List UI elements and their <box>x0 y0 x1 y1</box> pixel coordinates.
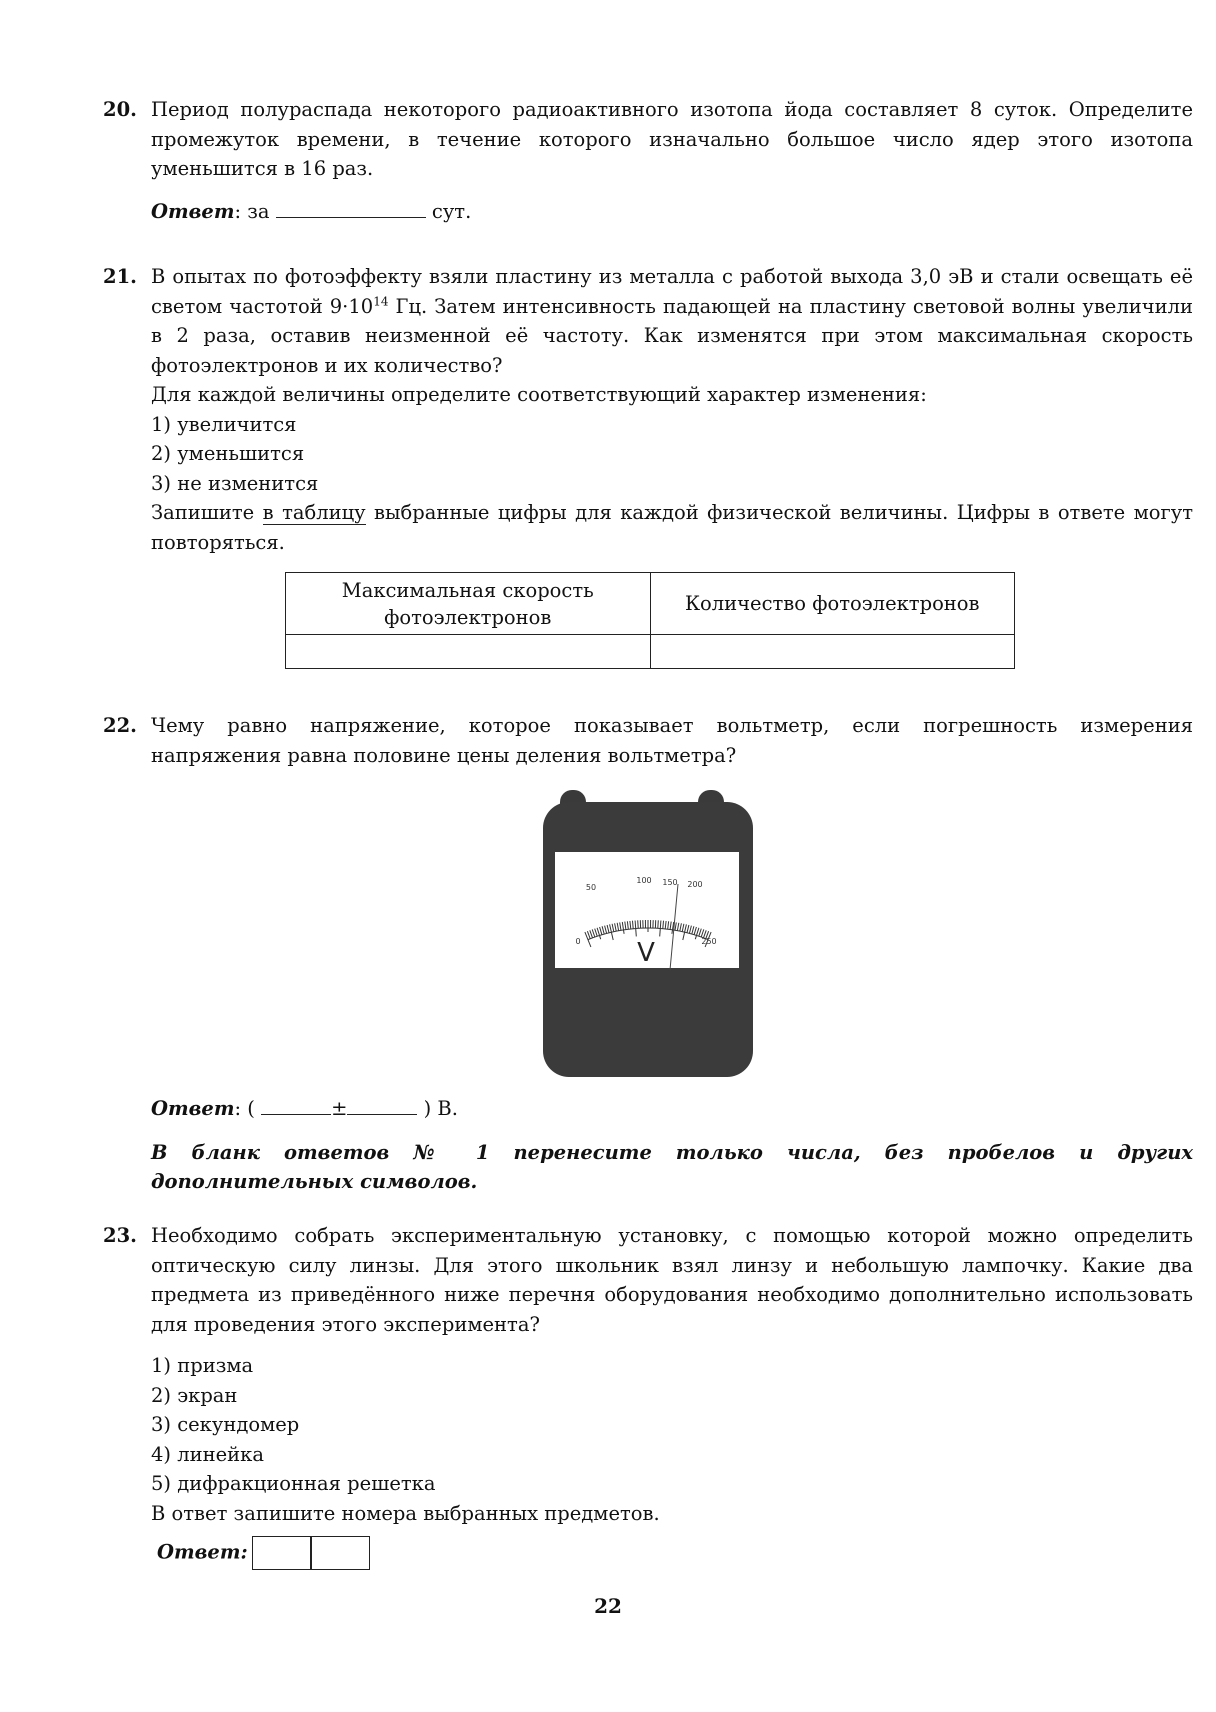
option-item: 2) уменьшится <box>151 442 305 465</box>
answer-cell-count[interactable] <box>650 635 1015 669</box>
instruction-text: В ответ запишите номера выбранных предметов. <box>151 1501 660 1525</box>
question-text: Период полураспада некоторого радиоактивного изотопа йода составляет 8 суток. Определите промежуток времени, в течение которого изначально большое число ядер этого изотопа уменьшится в 16 раз. <box>151 98 1193 180</box>
table-row <box>286 635 1015 669</box>
scale-label-150: 150 <box>662 878 678 887</box>
scale-label-0: 0 <box>575 937 581 946</box>
table-header-cell: Количество фотоэлектронов <box>650 573 1015 635</box>
instruction-text: Для каждой величины определите соответствующий характер изменения: <box>151 383 927 406</box>
answer-label: Ответ <box>151 199 235 223</box>
answer-line <box>151 1092 1193 1124</box>
question-text: Необходимо собрать экспериментальную установку, с помощью которой можно определить оптическую силу линзы. Для этого школьник взял линзу и небольшую лампочку. Какие два предмета из приведённого ниже перечня оборудования необходимо дополнительно использовать для проведения этого эксперимента? <box>151 1224 1193 1336</box>
scale-tick <box>663 921 664 929</box>
scale-label-200: 200 <box>687 880 703 889</box>
answer-blank[interactable] <box>276 195 426 218</box>
voltmeter-image <box>540 790 756 1080</box>
transfer-note: В бланк ответов № 1 перенесите только числа, без пробелов и других дополнительных символов. <box>151 1140 1193 1193</box>
answer-close: ) В. <box>423 1097 458 1120</box>
write-instruction <box>151 498 1193 557</box>
scale-label-250: 250 <box>701 937 717 946</box>
answer-label: Ответ <box>151 1097 235 1120</box>
answer-open: : ( <box>234 1097 255 1120</box>
scale-tick <box>633 921 634 929</box>
answer-box-1[interactable] <box>252 1536 312 1570</box>
question-number: 23. <box>103 1224 137 1247</box>
option-item: 3) секундомер <box>151 1413 300 1436</box>
option-item: 4) линейка <box>151 1442 264 1466</box>
options-list <box>151 1351 1193 1499</box>
answer-unit: сут. <box>431 199 472 223</box>
scale-label-100: 100 <box>636 876 652 885</box>
options-list <box>151 410 1193 499</box>
question-text: Чему равно напряжение, которое показывает вольтметр, если погрешность измерения напряжения равна половине цены деления вольтметра? <box>151 714 1193 767</box>
write-text-part-1: Запишите <box>151 501 263 524</box>
page-number: 22 <box>594 1594 622 1618</box>
table-header-cell: Максимальная скорость фотоэлектронов <box>286 573 651 635</box>
question-number: 21. <box>103 265 137 288</box>
option-item: 2) экран <box>151 1383 238 1407</box>
question-number: 22. <box>103 714 137 737</box>
plus-minus: ± <box>331 1097 348 1120</box>
answer-prefix: : за <box>234 199 270 223</box>
question-number: 20. <box>103 98 137 121</box>
option-item: 3) не изменится <box>151 471 319 495</box>
scale-tick <box>638 920 639 928</box>
answer-box-2[interactable] <box>310 1536 370 1570</box>
write-text-part-2: выбранные цифры для каждой физической величины. Цифры в ответе могут повторяться. <box>151 501 1194 554</box>
scale-tick <box>658 920 659 928</box>
answer-error-blank[interactable] <box>347 1092 417 1115</box>
write-text-underlined: в таблицу <box>262 501 366 524</box>
answer-line <box>151 195 1193 227</box>
option-item: 5) дифракционная решетка <box>151 1472 436 1495</box>
option-item: 1) призма <box>151 1354 254 1377</box>
table-header-row <box>286 573 1015 635</box>
scale-label-50: 50 <box>585 883 597 892</box>
question-text-part-1: В опытах по фотоэффекту взяли пластину из металла с работой выхода 3,0 эВ и стали освещать её светом частотой 9·10 <box>151 265 1193 318</box>
question-text-part-2: Гц. Затем интенсивность падающей на пластину световой волны увеличили в 2 раза, оставив неизменной её частоту. Как изменятся при этом максимальная скорость фотоэлектронов и их количество? <box>151 294 1193 377</box>
answer-cell-speed[interactable] <box>286 635 651 669</box>
answer-label: Ответ: <box>157 1540 248 1564</box>
answer-table <box>285 572 1015 669</box>
unit-symbol: V <box>637 938 655 968</box>
answer-boxes <box>252 1536 371 1570</box>
option-item: 1) увеличится <box>151 412 297 436</box>
exponent: 14 <box>373 294 389 308</box>
answer-value-blank[interactable] <box>261 1092 331 1115</box>
answer-line <box>157 1536 1193 1570</box>
question-text <box>151 262 1193 380</box>
